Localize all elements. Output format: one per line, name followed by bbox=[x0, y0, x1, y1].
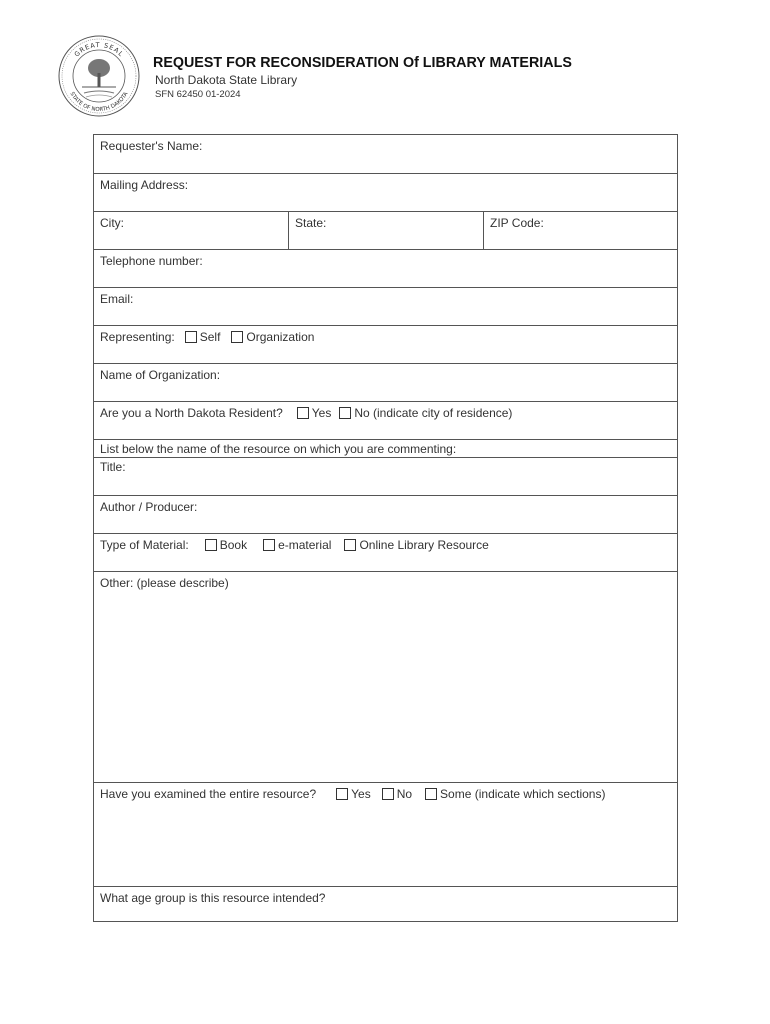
material-emat-checkbox[interactable] bbox=[263, 539, 275, 551]
author-producer-label: Author / Producer: bbox=[100, 500, 198, 514]
email-field[interactable] bbox=[94, 287, 677, 325]
email-label: Email: bbox=[100, 292, 134, 306]
representing-self-option[interactable] bbox=[185, 330, 221, 344]
examined-yes-option[interactable] bbox=[336, 787, 371, 801]
material-type-label: Type of Material: bbox=[100, 538, 189, 552]
examined-yes-label: Yes bbox=[351, 787, 371, 801]
author-producer-field[interactable] bbox=[94, 495, 677, 533]
material-online-option[interactable] bbox=[344, 538, 488, 552]
material-emat-option[interactable] bbox=[263, 538, 331, 552]
telephone-label: Telephone number: bbox=[100, 254, 203, 268]
other-description-field[interactable] bbox=[94, 571, 677, 782]
resource-instructions-row bbox=[94, 439, 677, 457]
other-description-label: Other: (please describe) bbox=[100, 576, 229, 590]
nd-resident-no-option[interactable] bbox=[339, 406, 512, 420]
examined-no-label: No bbox=[396, 787, 413, 801]
resource-instructions-label: List below the name of the resource on which you are commenting: bbox=[100, 442, 457, 456]
resource-title-field[interactable] bbox=[94, 457, 677, 495]
representing-org-checkbox[interactable] bbox=[231, 331, 243, 343]
examined-label: Have you examined the entire resource? bbox=[100, 787, 317, 801]
examined-some-label: Some (indicate which sections) bbox=[440, 787, 606, 801]
nd-resident-yes-label: Yes bbox=[311, 406, 332, 420]
requester-name-field[interactable] bbox=[94, 135, 677, 173]
requester-name-label: Requester's Name: bbox=[100, 139, 203, 153]
zip-label: ZIP Code: bbox=[490, 216, 544, 230]
nd-resident-no-checkbox[interactable] bbox=[339, 407, 351, 419]
telephone-field[interactable] bbox=[94, 249, 677, 287]
examined-row[interactable] bbox=[94, 782, 677, 886]
form-number: SFN 62450 01-2024 bbox=[155, 89, 241, 100]
resource-title-label: Title: bbox=[100, 460, 126, 474]
org-name-label: Name of Organization: bbox=[100, 368, 221, 382]
representing-row bbox=[94, 325, 677, 363]
material-type-row bbox=[94, 533, 677, 571]
material-online-label: Online Library Resource bbox=[359, 538, 489, 552]
seal-text-bottom: STATE OF NORTH DAKOTA bbox=[68, 91, 130, 114]
state-field[interactable] bbox=[288, 212, 483, 249]
nd-resident-label: Are you a North Dakota Resident? bbox=[100, 406, 283, 420]
reconsideration-form bbox=[93, 134, 678, 922]
age-group-label: What age group is this resource intended? bbox=[100, 891, 326, 905]
nd-resident-row bbox=[94, 401, 677, 439]
form-subtitle: North Dakota State Library bbox=[155, 73, 298, 87]
zip-field[interactable] bbox=[483, 212, 677, 249]
city-label: City: bbox=[100, 216, 124, 230]
examined-some-checkbox[interactable] bbox=[425, 788, 437, 800]
examined-some-option[interactable] bbox=[425, 787, 605, 801]
material-emat-label: e-material bbox=[278, 538, 332, 552]
representing-org-option[interactable] bbox=[231, 330, 314, 344]
material-online-checkbox[interactable] bbox=[344, 539, 356, 551]
representing-label: Representing: bbox=[100, 330, 175, 344]
material-book-checkbox[interactable] bbox=[205, 539, 217, 551]
mailing-address-label: Mailing Address: bbox=[100, 178, 189, 192]
form-title: REQUEST FOR RECONSIDERATION Of LIBRARY MATERIALS bbox=[153, 55, 572, 71]
org-name-field[interactable] bbox=[94, 363, 677, 401]
state-label: State: bbox=[295, 216, 327, 230]
age-group-field[interactable] bbox=[94, 886, 677, 921]
representing-self-checkbox[interactable] bbox=[185, 331, 197, 343]
nd-resident-yes-option[interactable] bbox=[297, 406, 332, 420]
material-book-label: Book bbox=[219, 538, 248, 552]
city-field[interactable] bbox=[94, 212, 288, 249]
mailing-address-field[interactable] bbox=[94, 173, 677, 211]
nd-resident-no-label: No (indicate city of residence) bbox=[354, 406, 513, 420]
great-seal-logo bbox=[58, 35, 140, 117]
seal-text-top: GREAT SEAL bbox=[72, 40, 126, 59]
representing-self-label: Self bbox=[199, 330, 221, 344]
examined-yes-checkbox[interactable] bbox=[336, 788, 348, 800]
representing-org-label: Organization bbox=[246, 330, 315, 344]
city-state-zip-row bbox=[94, 211, 677, 249]
nd-resident-yes-checkbox[interactable] bbox=[297, 407, 309, 419]
material-book-option[interactable] bbox=[205, 538, 247, 552]
examined-no-option[interactable] bbox=[382, 787, 412, 801]
examined-no-checkbox[interactable] bbox=[382, 788, 394, 800]
